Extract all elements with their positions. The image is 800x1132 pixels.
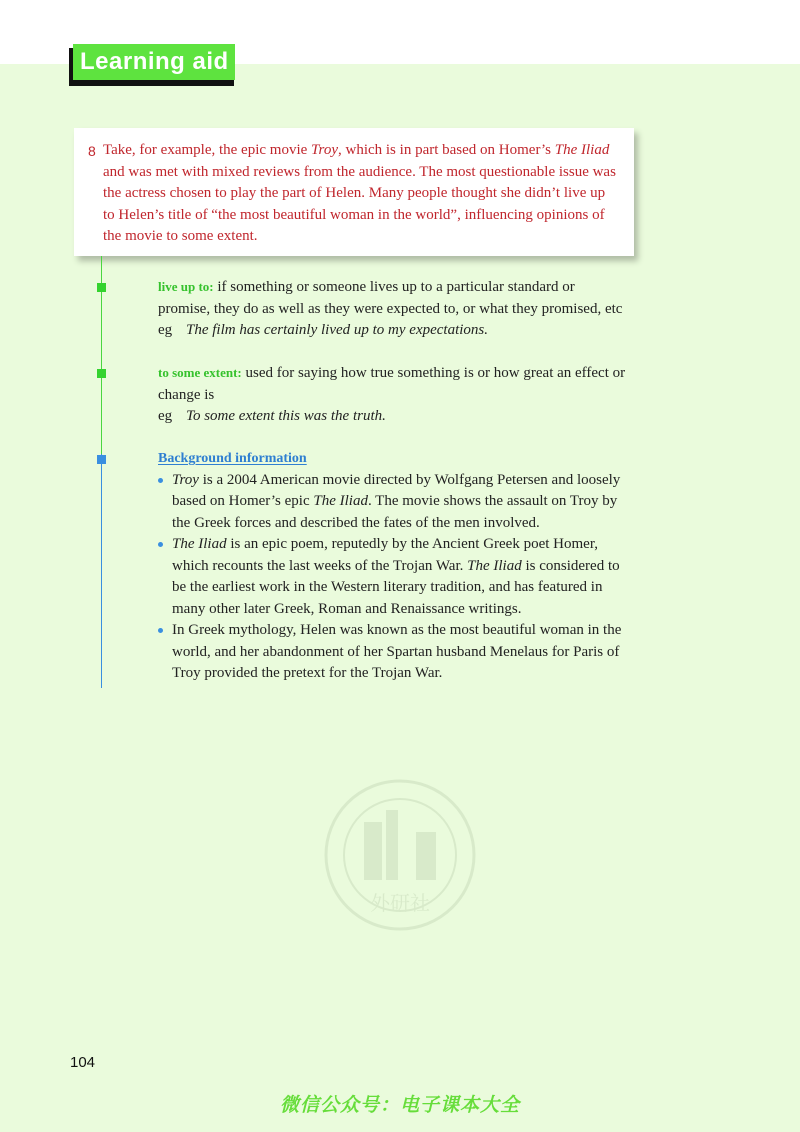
background-marker-icon: [97, 455, 106, 464]
watermark-logo-text: 外研社: [370, 891, 430, 915]
background-bullet-item: [158, 470, 638, 535]
passage-excerpt: [103, 140, 623, 248]
example-label: eg: [158, 322, 173, 338]
note-marker-icon: [97, 283, 106, 292]
italic-title: The Iliad: [172, 536, 227, 552]
background-title: Background information: [158, 451, 307, 466]
example-sentence: The film has certainly lived up to my expectations.: [186, 322, 489, 338]
text-line: and was met with mixed reviews from the audience. The most questionable issue was: [103, 163, 616, 180]
section-tab-learning-aid: Learning aid: [73, 44, 235, 80]
text-line: Take, for example, the epic movie Troy, which is in part based on Homer’s The Iliad: [103, 142, 610, 158]
example-label: eg: [158, 408, 173, 424]
background-bullet-item: [158, 534, 638, 620]
italic-title: The Iliad: [467, 557, 522, 574]
background-bullet-list: [158, 470, 638, 685]
text-line: be the earliest work in the Western literary tradition, and has featured in: [172, 579, 603, 595]
text-line: Troy provided the pretext for the Trojan War.: [172, 665, 443, 681]
vocab-definition: if something or someone lives up to a particular standard or: [217, 279, 575, 295]
background-information: [158, 448, 638, 685]
vocab-term: live up to:: [158, 279, 214, 294]
note-marker-icon: [97, 369, 106, 378]
text-line: The Iliad is an epic poem, reputedly by the Ancient Greek poet Homer,: [172, 536, 598, 552]
text-line: many other later Greek, Roman and Renaissance writings.: [172, 600, 522, 617]
italic-title: Troy: [172, 471, 199, 488]
text-line: the movie to some extent.: [103, 228, 258, 245]
passage-number: 8: [88, 143, 96, 159]
text-line: based on Homer’s epic The Iliad. The movie shows the assault on Troy by: [172, 493, 618, 509]
publisher-seal-watermark: [320, 770, 480, 950]
italic-title: The Iliad: [313, 493, 368, 509]
example-sentence: To some extent this was the truth.: [186, 408, 386, 424]
vocab-definition: used for saying how true something is or how great an effect or: [245, 365, 626, 381]
bullet-dot-icon: [158, 628, 163, 633]
footer-wechat-credit: 微信公众号：电子课本大全: [279, 1094, 520, 1116]
text-line: to Helen’s title of “the most beautiful woman in the world”, influencing opinions of: [103, 206, 605, 223]
text-line: which recounts the last weeks of the Trojan War. The Iliad is considered to: [172, 557, 620, 574]
italic-title: Troy: [311, 142, 338, 158]
text-line: world, and her abandonment of her Spartan husband Menelaus for Paris of: [172, 643, 620, 660]
vocab-term: to some extent:: [158, 365, 242, 380]
text-line: Troy is a 2004 American movie directed by Wolfgang Petersen and loosely: [172, 471, 621, 488]
text-line: the Greek forces and described the fates of the men involved.: [172, 514, 540, 531]
vocab-note-to-some-extent: [158, 362, 638, 428]
bullet-dot-icon: [158, 542, 163, 547]
bullet-dot-icon: [158, 478, 163, 483]
italic-title: The Iliad: [554, 142, 610, 158]
vocab-definition: change is: [158, 386, 215, 403]
text-line: the actress chosen to play the part of Helen. Many people thought she didn’t live up: [103, 185, 606, 202]
page-number: 104: [70, 1054, 96, 1071]
vocab-note-live-up-to: [158, 276, 638, 342]
background-bullet-item: [158, 620, 638, 685]
text-line: In Greek mythology, Helen was known as the most beautiful woman in the: [172, 622, 622, 638]
vocab-definition: promise, they do as well as they were expected to, or what they promised, etc: [158, 300, 623, 317]
background-timeline-line: [101, 454, 102, 688]
